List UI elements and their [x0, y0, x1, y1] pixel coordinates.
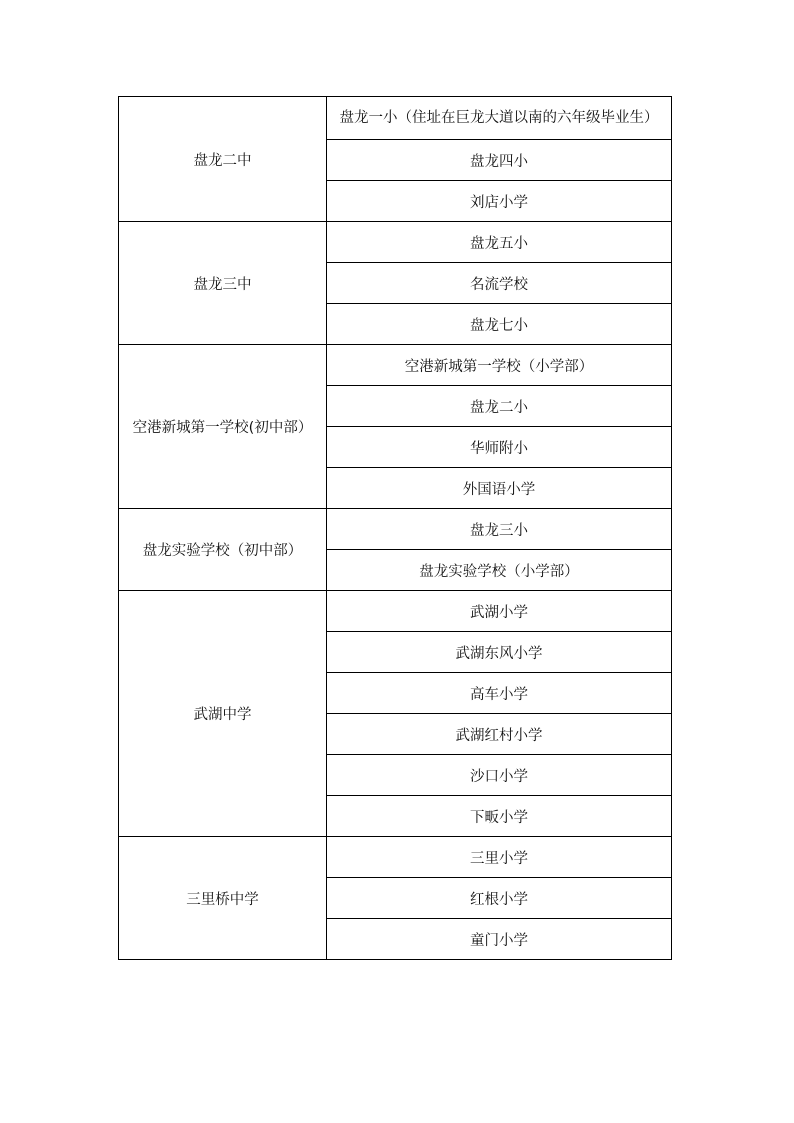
- primary-school-cell: 盘龙三小: [327, 509, 672, 550]
- primary-school-cell: 沙口小学: [327, 755, 672, 796]
- table-row: [119, 591, 672, 632]
- primary-school-cell: 名流学校: [327, 263, 672, 304]
- middle-school-cell: 三里桥中学: [119, 837, 327, 960]
- table-row: [119, 222, 672, 263]
- primary-school-cell: 三里小学: [327, 837, 672, 878]
- middle-school-cell: 盘龙实验学校（初中部）: [119, 509, 327, 591]
- primary-school-cell: 盘龙五小: [327, 222, 672, 263]
- middle-school-cell: 盘龙三中: [119, 222, 327, 345]
- table-row: [119, 837, 672, 878]
- primary-school-cell: 刘店小学: [327, 181, 672, 222]
- primary-school-cell: 红根小学: [327, 878, 672, 919]
- table-row: [119, 97, 672, 140]
- primary-school-cell: 武湖红村小学: [327, 714, 672, 755]
- primary-school-cell: 下畈小学: [327, 796, 672, 837]
- primary-school-cell: 盘龙实验学校（小学部）: [327, 550, 672, 591]
- primary-school-cell: 盘龙二小: [327, 386, 672, 427]
- school-zone-table: [118, 96, 672, 960]
- primary-school-cell: 武湖小学: [327, 591, 672, 632]
- primary-school-cell: 盘龙一小（住址在巨龙大道以南的六年级毕业生）: [327, 97, 672, 140]
- primary-school-cell: 外国语小学: [327, 468, 672, 509]
- table-row: [119, 345, 672, 386]
- middle-school-cell: 空港新城第一学校(初中部）: [119, 345, 327, 509]
- primary-school-cell: 高车小学: [327, 673, 672, 714]
- primary-school-cell: 盘龙四小: [327, 140, 672, 181]
- primary-school-cell: 华师附小: [327, 427, 672, 468]
- primary-school-cell: 童门小学: [327, 919, 672, 960]
- middle-school-cell: 盘龙二中: [119, 97, 327, 222]
- primary-school-cell: 空港新城第一学校（小学部）: [327, 345, 672, 386]
- middle-school-cell: 武湖中学: [119, 591, 327, 837]
- table-row: [119, 509, 672, 550]
- primary-school-cell: 盘龙七小: [327, 304, 672, 345]
- primary-school-cell: 武湖东风小学: [327, 632, 672, 673]
